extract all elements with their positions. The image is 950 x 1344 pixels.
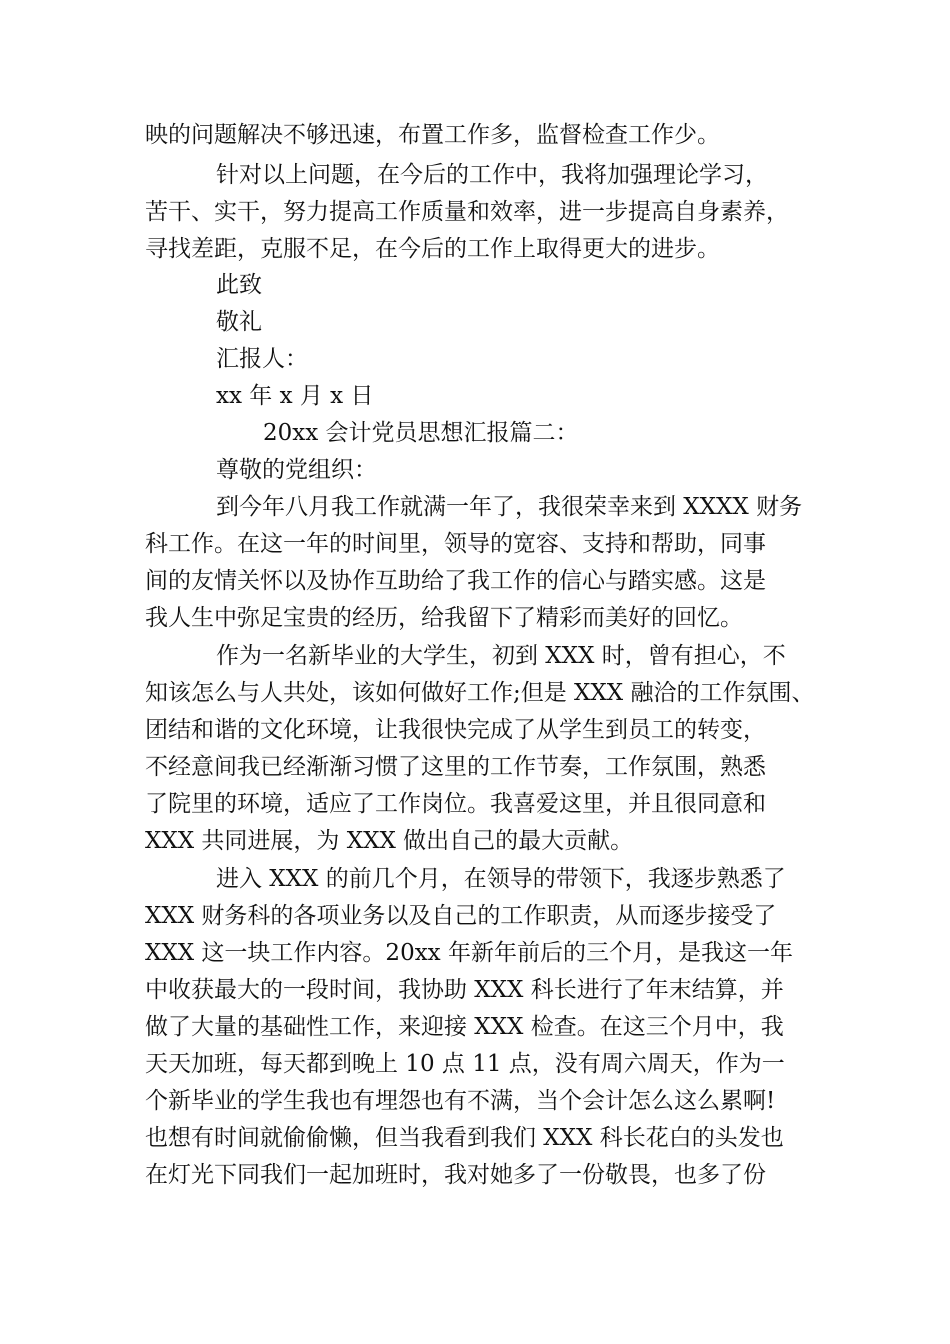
text-line: XXX 共同进展，为 XXX 做出自己的最大贡献。	[145, 828, 634, 854]
text-line: 映的问题解决不够迅速，布置工作多，监督检查工作少。	[145, 122, 720, 148]
text-line: 我人生中弥足宝贵的经历，给我留下了精彩而美好的回忆。	[145, 605, 743, 631]
text-line: 也想有时间就偷偷懒，但当我看到我们 XXX 科长花白的头发也	[145, 1125, 784, 1151]
text-line: 中收获最大的一段时间，我协助 XXX 科长进行了年末结算，并	[145, 977, 784, 1003]
section-title: 20xx 会计党员思想汇报篇二：	[263, 420, 579, 446]
text-line: 做了大量的基础性工作，来迎接 XXX 检查。在这三个月中，我	[145, 1014, 784, 1040]
text-line: XXX 财务科的各项业务以及自己的工作职责，从而逐步接受了	[145, 903, 777, 929]
paragraph-start: 针对以上问题，在今后的工作中，我将加强理论学习，	[216, 162, 768, 188]
paragraph-start: 到今年八月我工作就满一年了，我很荣幸来到 XXXX 财务	[216, 494, 803, 520]
greeting: 尊敬的党组织：	[216, 457, 377, 483]
text-line: 寻找差距，克服不足，在今后的工作上取得更大的进步。	[145, 236, 720, 262]
text-line: 天天加班，每天都到晚上 10 点 11 点，没有周六周天，作为一	[145, 1051, 785, 1077]
text-line: 团结和谐的文化环境，让我很快完成了从学生到员工的转变，	[145, 717, 766, 743]
paragraph-start: 作为一名新毕业的大学生，初到 XXX 时，曾有担心，不	[216, 643, 786, 669]
closing-salutation: 此致	[216, 272, 262, 298]
text-line: XXX 这一块工作内容。20xx 年新年前后的三个月，是我这一年	[145, 940, 793, 966]
text-line: 苦干、实干，努力提高工作质量和效率，进一步提高自身素养，	[145, 199, 789, 225]
text-line: 间的友情关怀以及协作互助给了我工作的信心与踏实感。这是	[145, 568, 766, 594]
text-line: 科工作。在这一年的时间里，领导的宽容、支持和帮助，同事	[145, 531, 766, 557]
reporter-label: 汇报人：	[216, 346, 308, 372]
text-line: 知该怎么与人共处，该如何做好工作;但是 XXX 融洽的工作氛围、	[145, 680, 815, 706]
text-line: 个新毕业的学生我也有埋怨也有不满，当个会计怎么这么累啊!	[145, 1088, 776, 1114]
text-line: 了院里的环境，适应了工作岗位。我喜爱这里，并且很同意和	[145, 791, 766, 817]
text-line: 不经意间我已经渐渐习惯了这里的工作节奏，工作氛围，熟悉	[145, 754, 766, 780]
paragraph-start: 进入 XXX 的前几个月，在领导的带领下，我逐步熟悉了	[216, 866, 786, 892]
text-line: 在灯光下同我们一起加班时，我对她多了一份敬畏，也多了份	[145, 1162, 766, 1188]
report-date: xx 年 x 月 x 日	[216, 383, 374, 409]
closing-regards: 敬礼	[216, 309, 262, 335]
